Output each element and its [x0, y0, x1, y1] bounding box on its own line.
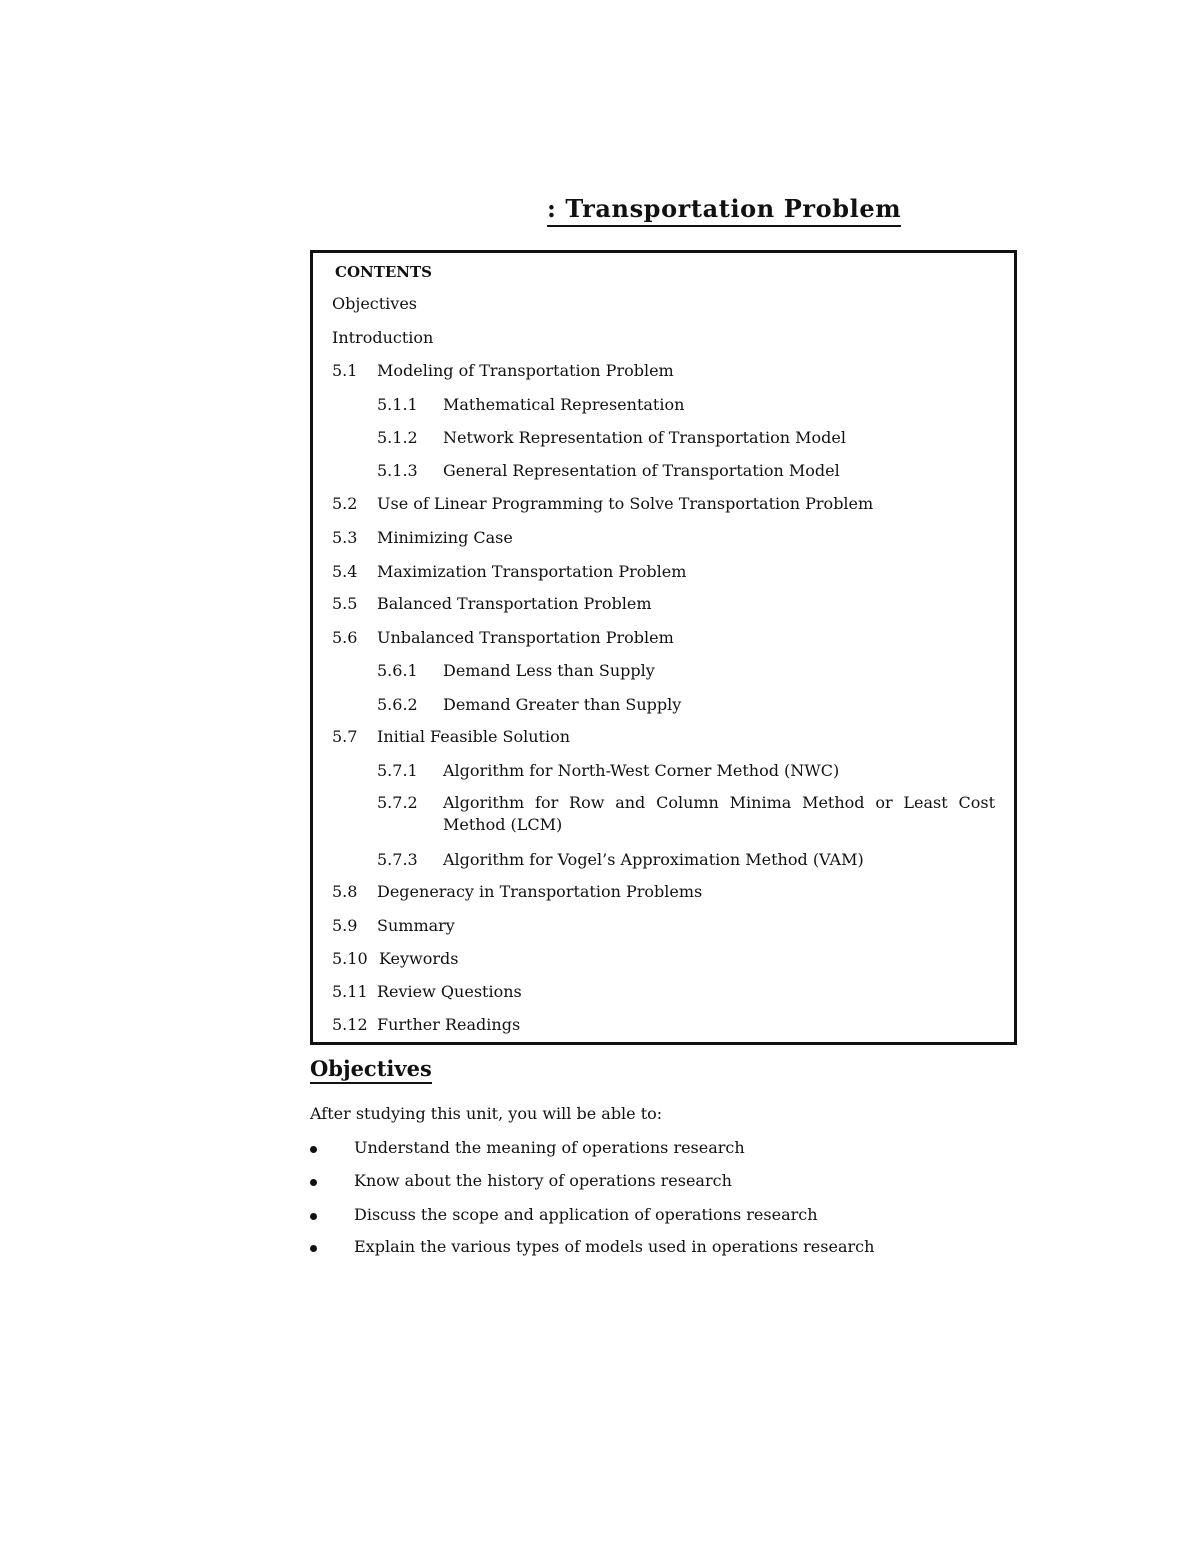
bullet-text: Explain the various types of models used in operations research [354, 1237, 875, 1256]
toc-number: 5.1.1 [377, 395, 418, 414]
toc-label: Summary [377, 916, 455, 935]
toc-number: 5.7.1 [377, 761, 418, 780]
toc-number: 5.9 [332, 916, 358, 935]
toc-number: 5.5 [332, 594, 358, 613]
toc-number: 5.6.1 [377, 661, 418, 680]
bullet-icon [310, 1245, 317, 1252]
toc-label: Algorithm for North-West Corner Method (NWC) [443, 761, 840, 780]
toc-number: 5.12 [332, 1015, 368, 1034]
toc-number: 5.7.3 [377, 850, 418, 869]
toc-number: 5.1.3 [377, 461, 418, 480]
toc-number: 5.4 [332, 562, 358, 581]
bullet-icon [310, 1179, 317, 1186]
toc-label: Further Readings [377, 1015, 521, 1034]
toc-label: Modeling of Transportation Problem [377, 361, 674, 380]
toc-label: Objectives [332, 294, 418, 313]
toc-number: 5.3 [332, 528, 358, 547]
toc-label: Network Representation of Transportation Model [443, 428, 846, 447]
toc-number: 5.7 [332, 727, 358, 746]
toc-label: General Representation of Transportation Model [443, 461, 840, 480]
page-title: : Transportation Problem [547, 194, 901, 227]
toc-label: Demand Less than Supply [443, 661, 655, 680]
toc-label: Use of Linear Programming to Solve Transportation Problem [377, 494, 874, 513]
toc-label: Maximization Transportation Problem [377, 562, 687, 581]
toc-label: Demand Greater than Supply [443, 695, 682, 714]
bullet-text: Understand the meaning of operations research [354, 1138, 745, 1157]
bullet-text: Discuss the scope and application of operations research [354, 1205, 818, 1224]
toc-label: Initial Feasible Solution [377, 727, 571, 746]
objectives-intro: After studying this unit, you will be able to: [310, 1104, 663, 1123]
objectives-heading: Objectives [310, 1056, 432, 1084]
toc-label: Introduction [332, 328, 434, 347]
toc-number: 5.10 [332, 949, 368, 968]
toc-number: 5.7.2 [377, 793, 418, 812]
toc-number: 5.8 [332, 882, 358, 901]
contents-box [310, 250, 1017, 1045]
toc-label: Unbalanced Transportation Problem [377, 628, 674, 647]
toc-number: 5.1.2 [377, 428, 418, 447]
toc-label: Review Questions [377, 982, 522, 1001]
toc-label: Keywords [379, 949, 459, 968]
toc-number: 5.2 [332, 494, 358, 513]
toc-label: Mathematical Representation [443, 395, 685, 414]
toc-number: 5.6.2 [377, 695, 418, 714]
contents-heading: CONTENTS [335, 263, 433, 281]
toc-number: 5.6 [332, 628, 358, 647]
toc-number: 5.1 [332, 361, 358, 380]
bullet-text: Know about the history of operations research [354, 1171, 732, 1190]
toc-label: Minimizing Case [377, 528, 513, 547]
bullet-icon [310, 1146, 317, 1153]
toc-number: 5.11 [332, 982, 368, 1001]
toc-label: Balanced Transportation Problem [377, 594, 652, 613]
toc-label: Degeneracy in Transportation Problems [377, 882, 703, 901]
toc-label: Algorithm for Vogel’s Approximation Method (VAM) [443, 850, 864, 869]
toc-label: Algorithm for Row and Column Minima Method or Least Cost Method (LCM) [443, 793, 995, 834]
bullet-icon [310, 1213, 317, 1220]
